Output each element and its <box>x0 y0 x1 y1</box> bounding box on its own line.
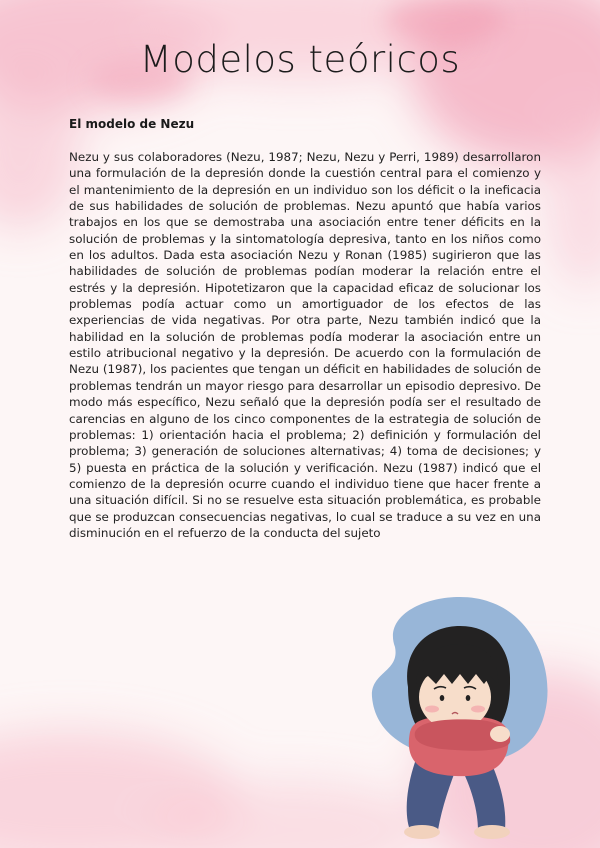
section-heading: El modelo de Nezu <box>69 117 195 131</box>
page-title: Modelos teóricos <box>139 38 461 81</box>
sad-girl-sitting-illustration <box>360 592 560 842</box>
body-paragraph: Nezu y sus colaboradores (Nezu, 1987; Nezu, Nezu y Perri, 1989) desarrollaron una formulación de la depresión donde la cuestión central para el comienzo y el mantenimiento de la depresión en un individuo son los déficit o la ineficacia de sus habilidades de solución de problemas. Nezu apuntó que había varios trabajos en los que se demostraba una asociación entre tener déficits en la solución de problemas y la sintomatología depresiva, tanto en los niños como en los adultos. Dada esta asociación Nezu y Ronan (1985) sugirieron que las habilidades de solución de problemas podían moderar la relación entre el estrés y la depresión. Hipotetizaron que la capacidad eficaz de solucionar los problemas podía actuar como un amortiguador de los efectos de las experiencias de vida negativas. Por otra parte, Nezu también indicó que la habilidad en la solución de problemas podía moderar la asociación entre un estilo atribucional negativo y la depresión. De acuerdo con la formulación de Nezu (1987), los pacientes que tengan un déficit en habilidades de solución de problemas tendrán un mayor riesgo para desarrollar un episodio depresivo. De modo más específico, Nezu señaló que la depresión podía ser el resultado de carencias en alguno de los cinco componentes de la estrategia de solución de problemas: 1) orientación hacia el problema; 2) definición y formulación del problema; 3) generación de soluciones alternativas; 4) toma de decisiones; y 5) puesta en práctica de la solución y verificación. Nezu (1987) indicó que el comienzo de la depresión ocurre cuando el individuo tiene que hacer frente a una situación difícil. Si no se resuelve esta situación problemática, es probable que se produzcan consecuencias negativas, lo cual se traduce a su vez en una disminución en el refuerzo de la conducta del sujeto <box>69 150 541 540</box>
